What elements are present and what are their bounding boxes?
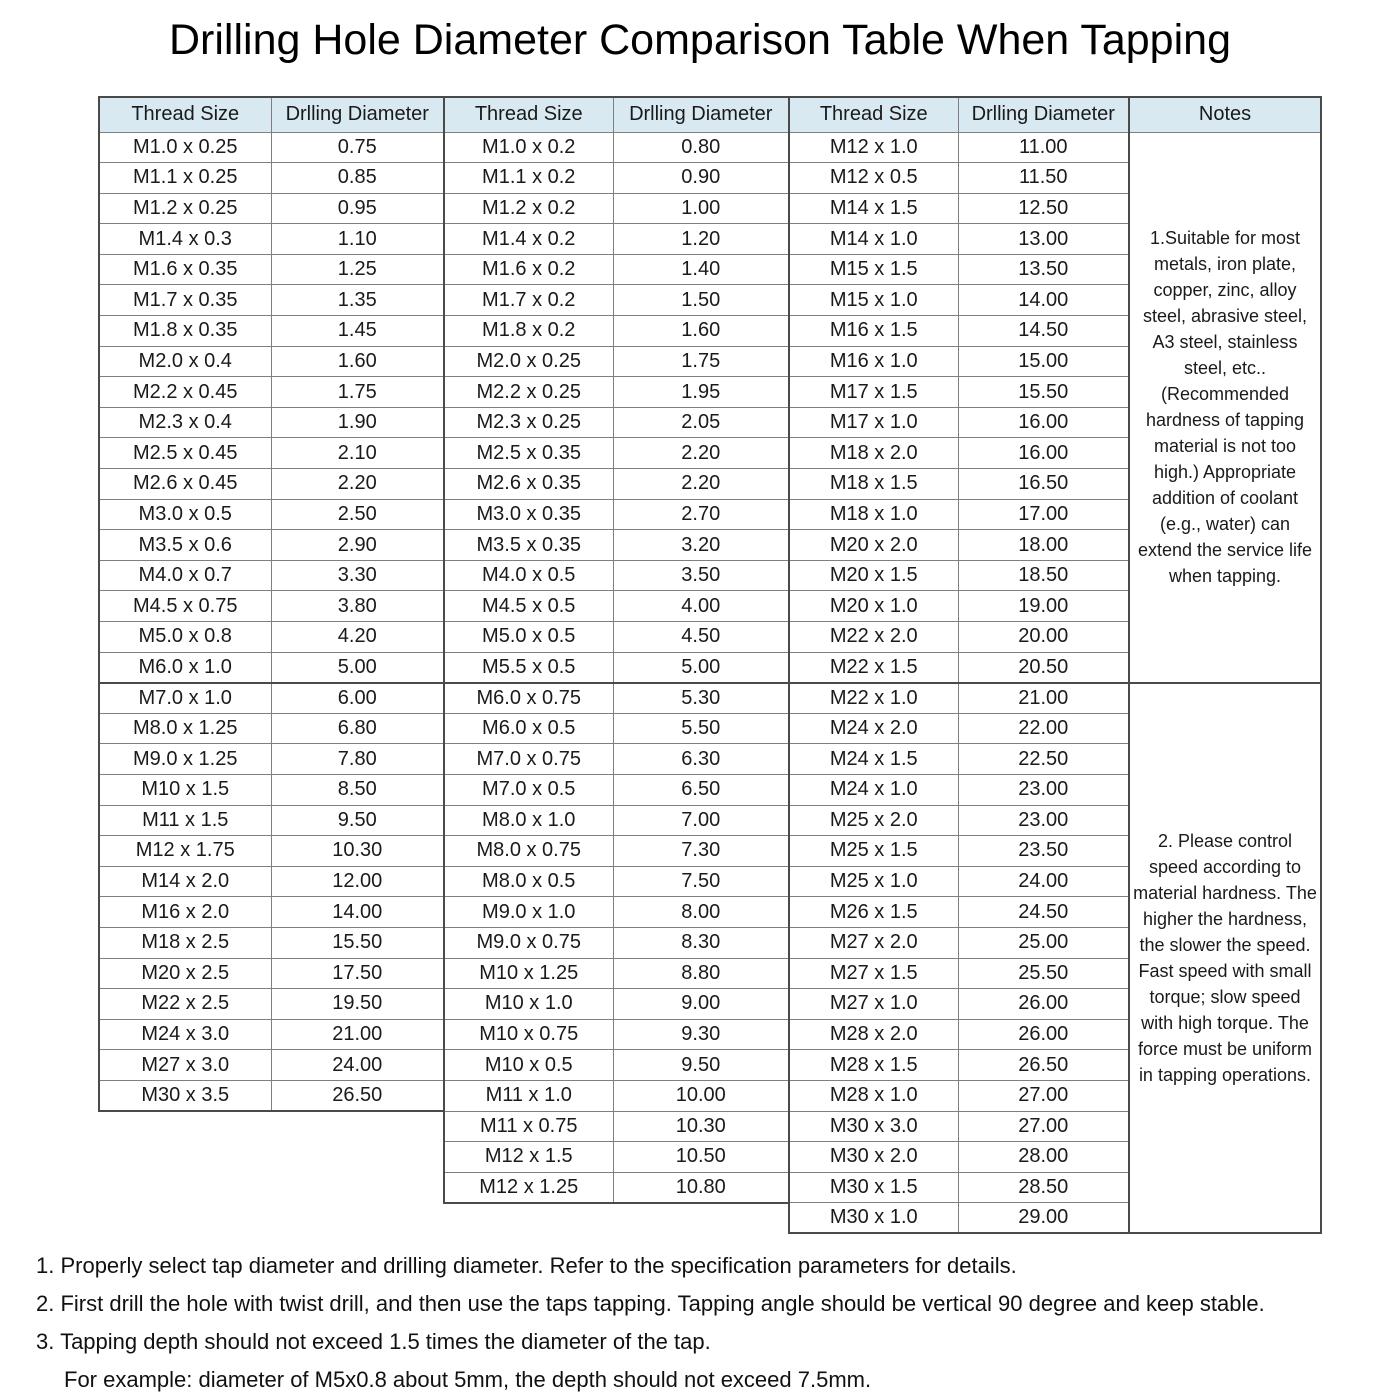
drilling-diameter-cell: 19.50 [271, 989, 444, 1020]
thread-size-cell: M8.0 x 1.0 [444, 805, 613, 836]
thread-size-cell: M14 x 1.5 [789, 193, 958, 224]
drilling-diameter-cell: 28.00 [958, 1142, 1129, 1173]
table-row [99, 132, 1321, 163]
thread-size-cell: M1.2 x 0.25 [99, 193, 271, 224]
thread-size-cell: M11 x 1.5 [99, 805, 271, 836]
drilling-diameter-cell: 3.20 [613, 530, 789, 561]
thread-size-cell: M17 x 1.0 [789, 407, 958, 438]
thread-size-cell: M30 x 2.0 [789, 1142, 958, 1173]
thread-size-cell: M18 x 2.0 [789, 438, 958, 469]
thread-size-cell: M30 x 3.0 [789, 1111, 958, 1142]
table-row [99, 683, 1321, 714]
drilling-diameter-cell: 16.50 [958, 469, 1129, 500]
header-cell: Notes [1129, 97, 1321, 132]
drilling-diameter-cell: 17.50 [271, 958, 444, 989]
thread-size-cell: M2.2 x 0.25 [444, 377, 613, 408]
thread-size-cell: M1.0 x 0.25 [99, 132, 271, 163]
drilling-diameter-cell: 4.00 [613, 591, 789, 622]
thread-size-cell: M27 x 2.0 [789, 927, 958, 958]
drilling-diameter-cell: 6.30 [613, 744, 789, 775]
thread-size-cell: M4.5 x 0.5 [444, 591, 613, 622]
thread-size-cell: M28 x 2.0 [789, 1019, 958, 1050]
header-cell: Drlling Diameter [613, 97, 789, 132]
thread-size-cell: M24 x 2.0 [789, 713, 958, 744]
drilling-diameter-cell: 26.00 [958, 1019, 1129, 1050]
drilling-diameter-cell: 10.30 [613, 1111, 789, 1142]
drilling-diameter-cell: 1.10 [271, 224, 444, 255]
thread-size-cell: M9.0 x 1.25 [99, 744, 271, 775]
thread-size-cell: M6.0 x 0.75 [444, 683, 613, 714]
thread-size-cell: M12 x 1.5 [444, 1142, 613, 1173]
thread-size-cell: M24 x 3.0 [99, 1019, 271, 1050]
thread-size-cell: M14 x 1.0 [789, 224, 958, 255]
thread-size-cell: M27 x 1.5 [789, 958, 958, 989]
drilling-diameter-cell: 15.00 [958, 346, 1129, 377]
drilling-diameter-cell: 6.80 [271, 713, 444, 744]
drilling-diameter-cell: 0.80 [613, 132, 789, 163]
drilling-diameter-cell: 9.30 [613, 1019, 789, 1050]
drilling-diameter-cell: 5.00 [613, 652, 789, 683]
thread-size-cell: M1.6 x 0.2 [444, 254, 613, 285]
drilling-diameter-cell: 7.00 [613, 805, 789, 836]
drilling-diameter-cell: 2.90 [271, 530, 444, 561]
drilling-diameter-cell: 11.00 [958, 132, 1129, 163]
drilling-diameter-cell: 26.00 [958, 989, 1129, 1020]
thread-size-cell: M26 x 1.5 [789, 897, 958, 928]
thread-size-cell: M6.0 x 0.5 [444, 713, 613, 744]
drilling-diameter-cell: 24.00 [958, 866, 1129, 897]
thread-size-cell: M20 x 1.5 [789, 560, 958, 591]
header-row [99, 97, 1321, 132]
drilling-diameter-cell: 19.00 [958, 591, 1129, 622]
drilling-diameter-cell: 13.00 [958, 224, 1129, 255]
drilling-diameter-cell: 27.00 [958, 1080, 1129, 1111]
drilling-diameter-cell: 9.00 [613, 989, 789, 1020]
drilling-diameter-cell: 5.50 [613, 713, 789, 744]
drilling-diameter-cell: 5.00 [271, 652, 444, 683]
blank-cell [99, 1111, 271, 1142]
drilling-diameter-cell: 4.20 [271, 622, 444, 653]
thread-size-cell: M3.5 x 0.35 [444, 530, 613, 561]
drilling-diameter-cell: 2.20 [613, 438, 789, 469]
drilling-diameter-cell: 10.80 [613, 1172, 789, 1203]
thread-size-cell: M15 x 1.5 [789, 254, 958, 285]
blank-cell [99, 1203, 271, 1234]
drilling-diameter-cell: 15.50 [958, 377, 1129, 408]
drilling-diameter-cell: 2.10 [271, 438, 444, 469]
thread-size-cell: M12 x 1.25 [444, 1172, 613, 1203]
thread-size-cell: M5.0 x 0.8 [99, 622, 271, 653]
drilling-diameter-cell: 0.75 [271, 132, 444, 163]
thread-size-cell: M1.0 x 0.2 [444, 132, 613, 163]
drilling-diameter-cell: 3.30 [271, 560, 444, 591]
thread-size-cell: M1.4 x 0.3 [99, 224, 271, 255]
thread-size-cell: M1.2 x 0.2 [444, 193, 613, 224]
header-cell: Drlling Diameter [958, 97, 1129, 132]
thread-size-cell: M10 x 1.25 [444, 958, 613, 989]
drilling-diameter-cell: 17.00 [958, 499, 1129, 530]
drilling-diameter-cell: 6.00 [271, 683, 444, 714]
notes-cell: 1.Suitable for most metals, iron plate, copper, zinc, alloy steel, abrasive steel, A3 steel, stainless steel, etc..(Recommended hardness of tapping material is not too high.) Appropriate addition of coolant (e.g., water) can extend the service life when tapping. [1129, 132, 1321, 683]
drilling-diameter-cell: 14.00 [271, 897, 444, 928]
thread-size-cell: M14 x 2.0 [99, 866, 271, 897]
thread-size-cell: M2.5 x 0.35 [444, 438, 613, 469]
thread-size-cell: M22 x 2.5 [99, 989, 271, 1020]
drilling-diameter-cell: 2.20 [271, 469, 444, 500]
drilling-diameter-cell: 7.80 [271, 744, 444, 775]
thread-size-cell: M30 x 3.5 [99, 1080, 271, 1111]
thread-size-cell: M24 x 1.0 [789, 774, 958, 805]
drilling-diameter-cell: 1.60 [271, 346, 444, 377]
drilling-diameter-cell: 24.00 [271, 1050, 444, 1081]
drilling-diameter-cell: 1.40 [613, 254, 789, 285]
thread-size-cell: M9.0 x 1.0 [444, 897, 613, 928]
thread-size-cell: M27 x 1.0 [789, 989, 958, 1020]
thread-size-cell: M15 x 1.0 [789, 285, 958, 316]
thread-size-cell: M18 x 2.5 [99, 927, 271, 958]
thread-size-cell: M1.1 x 0.2 [444, 163, 613, 194]
drilling-diameter-cell: 1.50 [613, 285, 789, 316]
thread-size-cell: M1.1 x 0.25 [99, 163, 271, 194]
drilling-diameter-cell: 1.35 [271, 285, 444, 316]
drilling-diameter-cell: 8.50 [271, 774, 444, 805]
thread-size-cell: M2.6 x 0.45 [99, 469, 271, 500]
thread-size-cell: M3.0 x 0.35 [444, 499, 613, 530]
drilling-diameter-cell: 27.00 [958, 1111, 1129, 1142]
thread-size-cell: M10 x 1.5 [99, 774, 271, 805]
drilling-diameter-cell: 10.00 [613, 1080, 789, 1111]
thread-size-cell: M27 x 3.0 [99, 1050, 271, 1081]
drilling-diameter-cell: 8.00 [613, 897, 789, 928]
thread-size-cell: M25 x 1.0 [789, 866, 958, 897]
blank-cell [271, 1142, 444, 1173]
drilling-diameter-cell: 9.50 [613, 1050, 789, 1081]
comparison-table-wrap [98, 96, 1322, 1234]
notes-cell: 2. Please control speed according to material hardness. The higher the hardness, the slower the speed. Fast speed with small torque; slow speed with high torque. The force must be uniform in tapping operations. [1129, 683, 1321, 1234]
drilling-diameter-cell: 16.00 [958, 438, 1129, 469]
drilling-diameter-cell: 2.70 [613, 499, 789, 530]
drilling-diameter-cell: 1.75 [613, 346, 789, 377]
drilling-diameter-cell: 1.90 [271, 407, 444, 438]
drilling-diameter-cell: 7.30 [613, 836, 789, 867]
drilling-diameter-cell: 1.95 [613, 377, 789, 408]
thread-size-cell: M2.3 x 0.4 [99, 407, 271, 438]
thread-size-cell: M12 x 1.0 [789, 132, 958, 163]
thread-size-cell: M8.0 x 0.75 [444, 836, 613, 867]
thread-size-cell: M11 x 1.0 [444, 1080, 613, 1111]
thread-size-cell: M16 x 2.0 [99, 897, 271, 928]
thread-size-cell: M1.4 x 0.2 [444, 224, 613, 255]
blank-cell [271, 1203, 444, 1234]
drilling-diameter-cell: 29.00 [958, 1203, 1129, 1234]
thread-size-cell: M2.5 x 0.45 [99, 438, 271, 469]
comparison-table [98, 96, 1322, 1234]
thread-size-cell: M2.0 x 0.25 [444, 346, 613, 377]
thread-size-cell: M25 x 2.0 [789, 805, 958, 836]
thread-size-cell: M1.8 x 0.35 [99, 316, 271, 347]
drilling-diameter-cell: 15.50 [271, 927, 444, 958]
thread-size-cell: M3.5 x 0.6 [99, 530, 271, 561]
drilling-diameter-cell: 20.50 [958, 652, 1129, 683]
drilling-diameter-cell: 18.00 [958, 530, 1129, 561]
thread-size-cell: M28 x 1.0 [789, 1080, 958, 1111]
drilling-diameter-cell: 23.50 [958, 836, 1129, 867]
thread-size-cell: M25 x 1.5 [789, 836, 958, 867]
drilling-diameter-cell: 1.25 [271, 254, 444, 285]
drilling-diameter-cell: 1.00 [613, 193, 789, 224]
header-cell: Thread Size [789, 97, 958, 132]
drilling-diameter-cell: 4.50 [613, 622, 789, 653]
page-title: Drilling Hole Diameter Comparison Table When Tapping [169, 16, 1231, 64]
thread-size-cell: M16 x 1.5 [789, 316, 958, 347]
drilling-diameter-cell: 1.60 [613, 316, 789, 347]
drilling-diameter-cell: 2.50 [271, 499, 444, 530]
drilling-diameter-cell: 12.00 [271, 866, 444, 897]
thread-size-cell: M12 x 0.5 [789, 163, 958, 194]
thread-size-cell: M4.0 x 0.5 [444, 560, 613, 591]
thread-size-cell: M20 x 1.0 [789, 591, 958, 622]
drilling-diameter-cell: 25.50 [958, 958, 1129, 989]
thread-size-cell: M28 x 1.5 [789, 1050, 958, 1081]
thread-size-cell: M22 x 1.0 [789, 683, 958, 714]
drilling-diameter-cell: 13.50 [958, 254, 1129, 285]
footnote-line: For example: diameter of M5x0.8 about 5mm, the depth should not exceed 7.5mm. [64, 1367, 872, 1392]
drilling-diameter-cell: 7.50 [613, 866, 789, 897]
blank-cell [613, 1203, 789, 1234]
drilling-diameter-cell: 24.50 [958, 897, 1129, 928]
drilling-diameter-cell: 21.00 [271, 1019, 444, 1050]
drilling-diameter-cell: 20.00 [958, 622, 1129, 653]
thread-size-cell: M9.0 x 0.75 [444, 927, 613, 958]
drilling-diameter-cell: 14.00 [958, 285, 1129, 316]
thread-size-cell: M30 x 1.0 [789, 1203, 958, 1234]
thread-size-cell: M4.5 x 0.75 [99, 591, 271, 622]
thread-size-cell: M2.0 x 0.4 [99, 346, 271, 377]
blank-cell [99, 1172, 271, 1203]
table-body [99, 97, 1321, 1233]
header-cell: Thread Size [444, 97, 613, 132]
thread-size-cell: M24 x 1.5 [789, 744, 958, 775]
thread-size-cell: M3.0 x 0.5 [99, 499, 271, 530]
drilling-diameter-cell: 1.45 [271, 316, 444, 347]
footnotes [36, 1247, 1265, 1399]
thread-size-cell: M18 x 1.0 [789, 499, 958, 530]
thread-size-cell: M1.6 x 0.35 [99, 254, 271, 285]
drilling-diameter-cell: 12.50 [958, 193, 1129, 224]
thread-size-cell: M10 x 0.5 [444, 1050, 613, 1081]
drilling-diameter-cell: 26.50 [271, 1080, 444, 1111]
header-cell: Thread Size [99, 97, 271, 132]
footnote-line: 2. First drill the hole with twist drill, and then use the taps tapping. Tapping angle should be vertical 90 degree and keep stable. [36, 1291, 1265, 1316]
footnote-line: 3. Tapping depth should not exceed 1.5 times the diameter of the tap. [36, 1329, 711, 1354]
drilling-diameter-cell: 0.85 [271, 163, 444, 194]
thread-size-cell: M8.0 x 0.5 [444, 866, 613, 897]
drilling-diameter-cell: 10.50 [613, 1142, 789, 1173]
thread-size-cell: M2.2 x 0.45 [99, 377, 271, 408]
header-cell: Drlling Diameter [271, 97, 444, 132]
drilling-diameter-cell: 6.50 [613, 774, 789, 805]
drilling-diameter-cell: 3.50 [613, 560, 789, 591]
thread-size-cell: M20 x 2.5 [99, 958, 271, 989]
thread-size-cell: M11 x 0.75 [444, 1111, 613, 1142]
footnote-line: 1. Properly select tap diameter and drilling diameter. Refer to the specification parameters for details. [36, 1253, 1017, 1278]
drilling-diameter-cell: 16.00 [958, 407, 1129, 438]
blank-cell [99, 1142, 271, 1173]
thread-size-cell: M22 x 2.0 [789, 622, 958, 653]
drilling-diameter-cell: 23.00 [958, 774, 1129, 805]
drilling-diameter-cell: 1.20 [613, 224, 789, 255]
thread-size-cell: M1.8 x 0.2 [444, 316, 613, 347]
drilling-diameter-cell: 28.50 [958, 1172, 1129, 1203]
thread-size-cell: M2.6 x 0.35 [444, 469, 613, 500]
drilling-diameter-cell: 1.75 [271, 377, 444, 408]
blank-cell [444, 1203, 613, 1234]
thread-size-cell: M30 x 1.5 [789, 1172, 958, 1203]
thread-size-cell: M17 x 1.5 [789, 377, 958, 408]
thread-size-cell: M18 x 1.5 [789, 469, 958, 500]
blank-cell [271, 1111, 444, 1142]
thread-size-cell: M1.7 x 0.2 [444, 285, 613, 316]
thread-size-cell: M7.0 x 0.75 [444, 744, 613, 775]
drilling-diameter-cell: 2.20 [613, 469, 789, 500]
thread-size-cell: M8.0 x 1.25 [99, 713, 271, 744]
thread-size-cell: M4.0 x 0.7 [99, 560, 271, 591]
thread-size-cell: M16 x 1.0 [789, 346, 958, 377]
thread-size-cell: M10 x 1.0 [444, 989, 613, 1020]
thread-size-cell: M6.0 x 1.0 [99, 652, 271, 683]
thread-size-cell: M1.7 x 0.35 [99, 285, 271, 316]
drilling-diameter-cell: 0.90 [613, 163, 789, 194]
thread-size-cell: M5.5 x 0.5 [444, 652, 613, 683]
drilling-diameter-cell: 10.30 [271, 836, 444, 867]
thread-size-cell: M7.0 x 0.5 [444, 774, 613, 805]
thread-size-cell: M7.0 x 1.0 [99, 683, 271, 714]
drilling-diameter-cell: 25.00 [958, 927, 1129, 958]
thread-size-cell: M12 x 1.75 [99, 836, 271, 867]
drilling-diameter-cell: 22.50 [958, 744, 1129, 775]
thread-size-cell: M20 x 2.0 [789, 530, 958, 561]
drilling-diameter-cell: 2.05 [613, 407, 789, 438]
drilling-diameter-cell: 9.50 [271, 805, 444, 836]
drilling-diameter-cell: 21.00 [958, 683, 1129, 714]
drilling-diameter-cell: 11.50 [958, 163, 1129, 194]
thread-size-cell: M5.0 x 0.5 [444, 622, 613, 653]
drilling-diameter-cell: 8.30 [613, 927, 789, 958]
drilling-diameter-cell: 8.80 [613, 958, 789, 989]
drilling-diameter-cell: 22.00 [958, 713, 1129, 744]
drilling-diameter-cell: 26.50 [958, 1050, 1129, 1081]
drilling-diameter-cell: 5.30 [613, 683, 789, 714]
drilling-diameter-cell: 0.95 [271, 193, 444, 224]
drilling-diameter-cell: 23.00 [958, 805, 1129, 836]
drilling-diameter-cell: 3.80 [271, 591, 444, 622]
drilling-diameter-cell: 14.50 [958, 316, 1129, 347]
blank-cell [271, 1172, 444, 1203]
drilling-diameter-cell: 18.50 [958, 560, 1129, 591]
thread-size-cell: M10 x 0.75 [444, 1019, 613, 1050]
thread-size-cell: M22 x 1.5 [789, 652, 958, 683]
thread-size-cell: M2.3 x 0.25 [444, 407, 613, 438]
